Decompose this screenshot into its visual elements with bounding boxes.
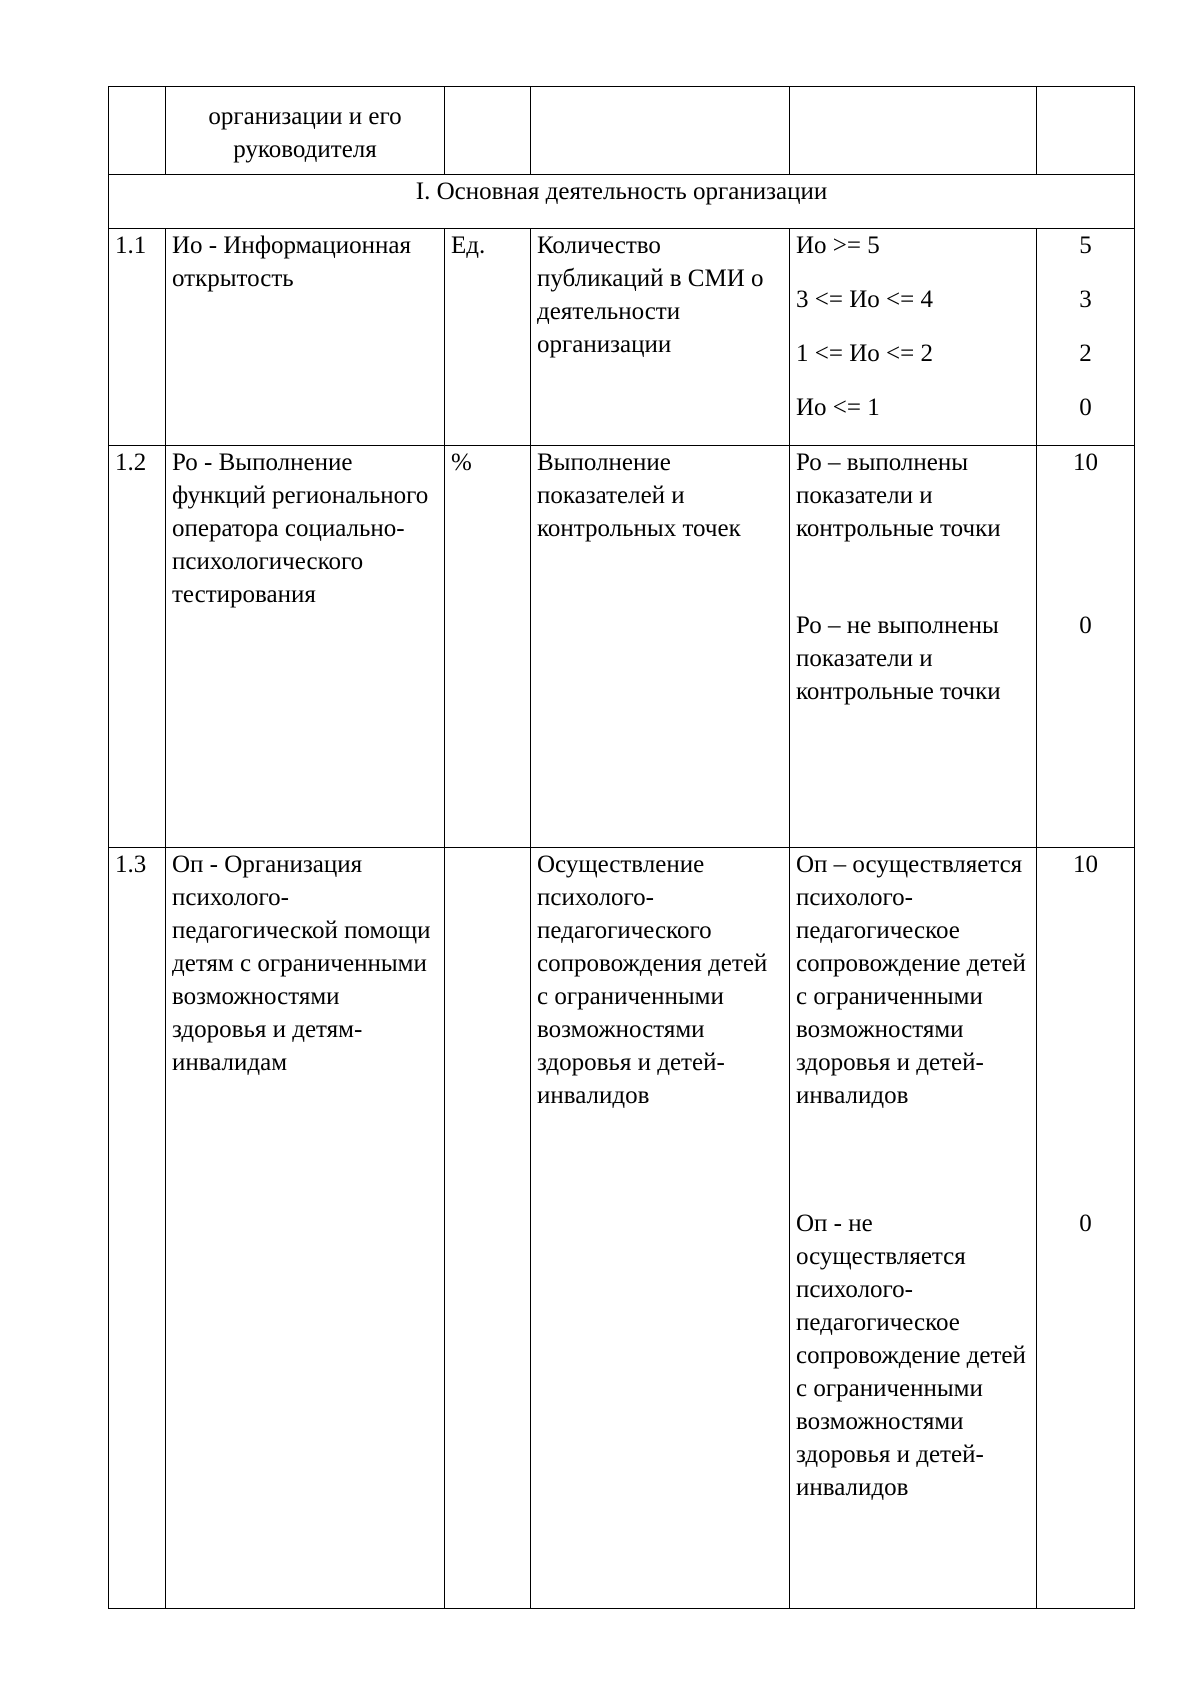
cell-name: Ро - Выполнение функций регионального оператора социально-психологического тестирования xyxy=(166,446,445,848)
criterion: Ро – выполнены показатели и контрольные точки xyxy=(796,449,1001,542)
cell-unit: Ед. xyxy=(445,229,531,446)
score-value: 10 xyxy=(1073,449,1098,476)
cell-description: Количество публикаций в СМИ о деятельности организации xyxy=(531,229,790,446)
score-value: 0 xyxy=(1079,612,1092,639)
criterion: 1 <= Ио <= 2 xyxy=(796,340,933,367)
cell-description xyxy=(531,87,790,175)
score-value: 0 xyxy=(1079,394,1092,421)
cell-unit xyxy=(445,848,531,1609)
cell-name: организации и его руководителя xyxy=(166,87,445,175)
score-value: 3 xyxy=(1079,286,1092,313)
cell-score xyxy=(1037,87,1135,175)
table-row xyxy=(109,848,1135,1609)
section-row xyxy=(109,175,1135,229)
cell-num: 1.2 xyxy=(109,446,166,848)
cell-name: Ио - Информационная открытость xyxy=(166,229,445,446)
criterion: Ро – не выполнены показатели и контрольные точки xyxy=(796,612,1001,705)
cell-unit xyxy=(445,87,531,175)
cell-unit: % xyxy=(445,446,531,848)
criterion: Ио >= 5 xyxy=(796,232,880,259)
cell-criteria xyxy=(790,87,1037,175)
cell-description: Осуществление психолого-педагогического сопровождения детей с ограниченными возможностями здоровья и детей-инвалидов xyxy=(531,848,790,1609)
cell-criteria xyxy=(790,229,1037,446)
table-row xyxy=(109,87,1135,175)
cell-num: 1.3 xyxy=(109,848,166,1609)
cell-num: 1.1 xyxy=(109,229,166,446)
cell-description: Выполнение показателей и контрольных точек xyxy=(531,446,790,848)
score-value: 0 xyxy=(1079,1210,1092,1237)
table-row xyxy=(109,446,1135,848)
cell-score xyxy=(1037,229,1135,446)
cell-criteria xyxy=(790,848,1037,1609)
score-value: 5 xyxy=(1079,232,1092,259)
score-value: 2 xyxy=(1079,340,1092,367)
table-row xyxy=(109,229,1135,446)
cell-score xyxy=(1037,446,1135,848)
criterion: Ио <= 1 xyxy=(796,394,880,421)
criterion: Оп - не осуществляется психолого-педагогическое сопровождение детей с ограниченными возможностями здоровья и детей-инвалидов xyxy=(796,1210,1026,1501)
cell-score xyxy=(1037,848,1135,1609)
cell-criteria xyxy=(790,446,1037,848)
criterion: 3 <= Ио <= 4 xyxy=(796,286,933,313)
criterion: Оп – осуществляется психолого-педагогическое сопровождение детей с ограниченными возможностями здоровья и детей-инвалидов xyxy=(796,851,1026,1109)
indicators-table xyxy=(108,86,1135,1609)
cell-name: Оп - Организация психолого-педагогической помощи детям с ограниченными возможностями здоровья и детям-инвалидам xyxy=(166,848,445,1609)
section-title: I. Основная деятельность организации xyxy=(109,175,1135,229)
score-value: 10 xyxy=(1073,851,1098,878)
cell-num xyxy=(109,87,166,175)
